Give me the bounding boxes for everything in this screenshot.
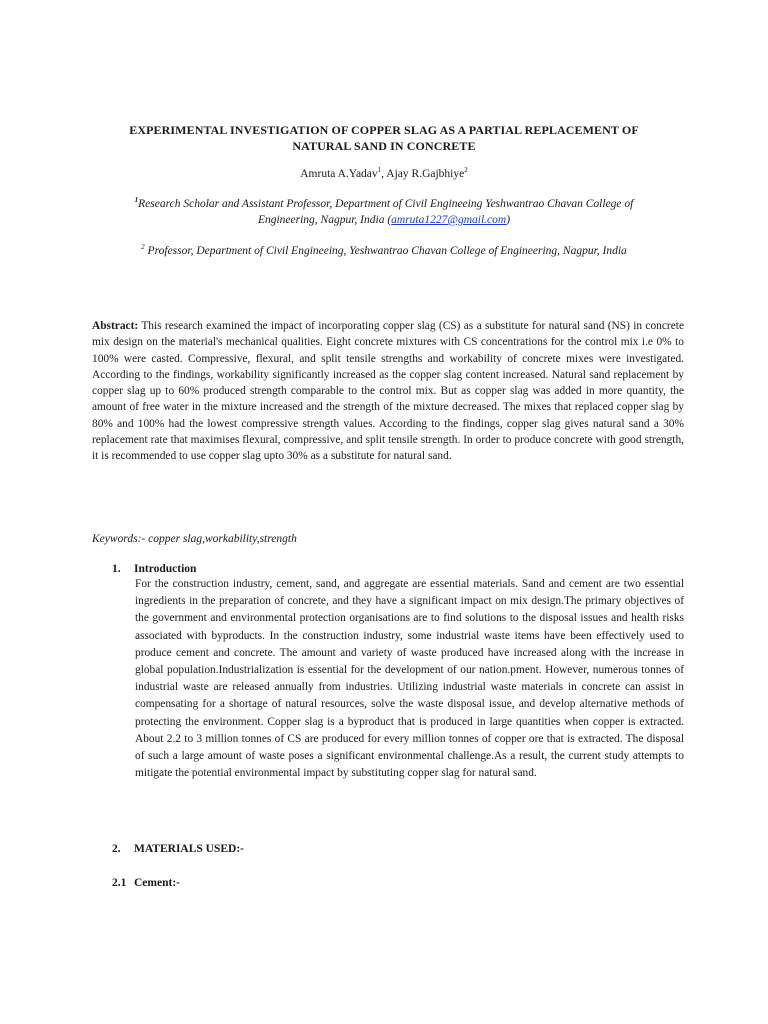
author-2: Ajay R.Gajbhiye (386, 168, 465, 180)
affiliation-2 (92, 243, 676, 259)
section-2-1-title: Cement:- (134, 877, 180, 889)
introduction-paragraph: For the construction industry, cement, sand, and aggregate are essential materials. Sand and cement are two essential ingredients in the preparation of concrete, and they have a significant impact on mix design.The primary objectives of the government and environmental protection organisations are to find solutions to the disposal issues and health risks associated with byproducts. In the construction industry, some industrial waste items have been effectively used to produce cement and concrete. The amount and variety of waste produced have increased along with the increase in global population.Industrialization is essential for the development of our nation.pment. However, numerous tonnes of industrial waste are released annually from industries. Utilizing industrial waste materials in concrete can assist in compensating for a shortage of natural resources, solve the waste disposal issue, and develop alternative methods of protecting the environment. Copper slag is a byproduct that is produced in large quantities when copper is extracted. About 2.2 to 3 million tonnes of CS are produced for every million tonnes of copper ore that is extracted. The disposal of such a large amount of waste poses a significant environmental challenge.As a result, the current study attempts to mitigate the potential environmental impact by substituting copper slag for natural sand. (135, 578, 684, 780)
title-line-1: EXPERIMENTAL INVESTIGATION OF COPPER SLAG AS A PARTIAL REPLACEMENT OF (129, 123, 639, 137)
abstract-label: Abstract: (92, 320, 139, 332)
section-2-1-heading (112, 875, 180, 891)
affiliation-1 (96, 196, 672, 228)
section-2-title: MATERIALS USED:- (134, 843, 245, 855)
abstract (92, 318, 684, 465)
author-list (92, 166, 676, 182)
keywords: Keywords:- copper slag,workability,strength (92, 533, 297, 545)
author-separator: , (381, 168, 387, 180)
affiliation-1-line-2 (96, 212, 672, 228)
section-1-title: Introduction (134, 563, 197, 575)
section-1-number: 1. (112, 563, 121, 575)
author-1-affil-mark: 1 (377, 166, 382, 175)
author-1: Amruta A.Yadav (300, 168, 378, 180)
paper-title (92, 122, 676, 154)
author-email-link[interactable]: amruta1227@gmail.com (391, 214, 507, 226)
section-2-number: 2. (112, 843, 121, 855)
affiliation-1-location: Engineering, Nagpur, India ( (257, 214, 392, 226)
affiliation-1-close: ) (506, 214, 511, 226)
section-2-1-number: 2.1 (112, 877, 127, 889)
author-2-affil-mark: 2 (464, 166, 468, 175)
abstract-text: This research examined the impact of incorporating copper slag (CS) as a substitute for natural sand (NS) in concrete mix design on the material's mechanical qualities. Eight concrete mixtures with CS concentrations for the control mix i.e 0% to 100% were casted. Compressive, flexural, and split tensile strengths and workability of concrete mixes were investigated. According to the findings, workability significantly increased as the copper slag content increased. Natural sand replacement by copper slag up to 60% produced strength comparable to the control mix. But as copper slag was added in more quantity, the amount of free water in the mixture increased and the strength of the mixture decreased. The mixes that replaced copper slag by 80% and 100% had the lowest compressive strength values. According to the findings, copper slag gives natural sand a 30% replacement rate that maximises flexural, compressive, and split tensile strength. In order to produce concrete with good strength, it is recommended to use copper slag upto 30% as a substitute for natural sand. (92, 320, 684, 463)
affiliation-2-mark: 2 (141, 243, 145, 252)
section-2-heading (112, 841, 244, 857)
affiliation-1-line-1 (96, 196, 672, 212)
affiliation-1-text: Research Scholar and Assistant Professor, Department of Civil Engineeing Yeshwantrao Chavan College of (138, 198, 634, 210)
title-line-2: NATURAL SAND IN CONCRETE (292, 139, 476, 153)
affiliation-1-mark: 1 (134, 196, 139, 205)
section-1-heading (112, 561, 196, 577)
affiliation-2-text: Professor, Department of Civil Engineeing, Yeshwantrao Chavan College of Engineering, Nagpur, India (144, 245, 627, 257)
